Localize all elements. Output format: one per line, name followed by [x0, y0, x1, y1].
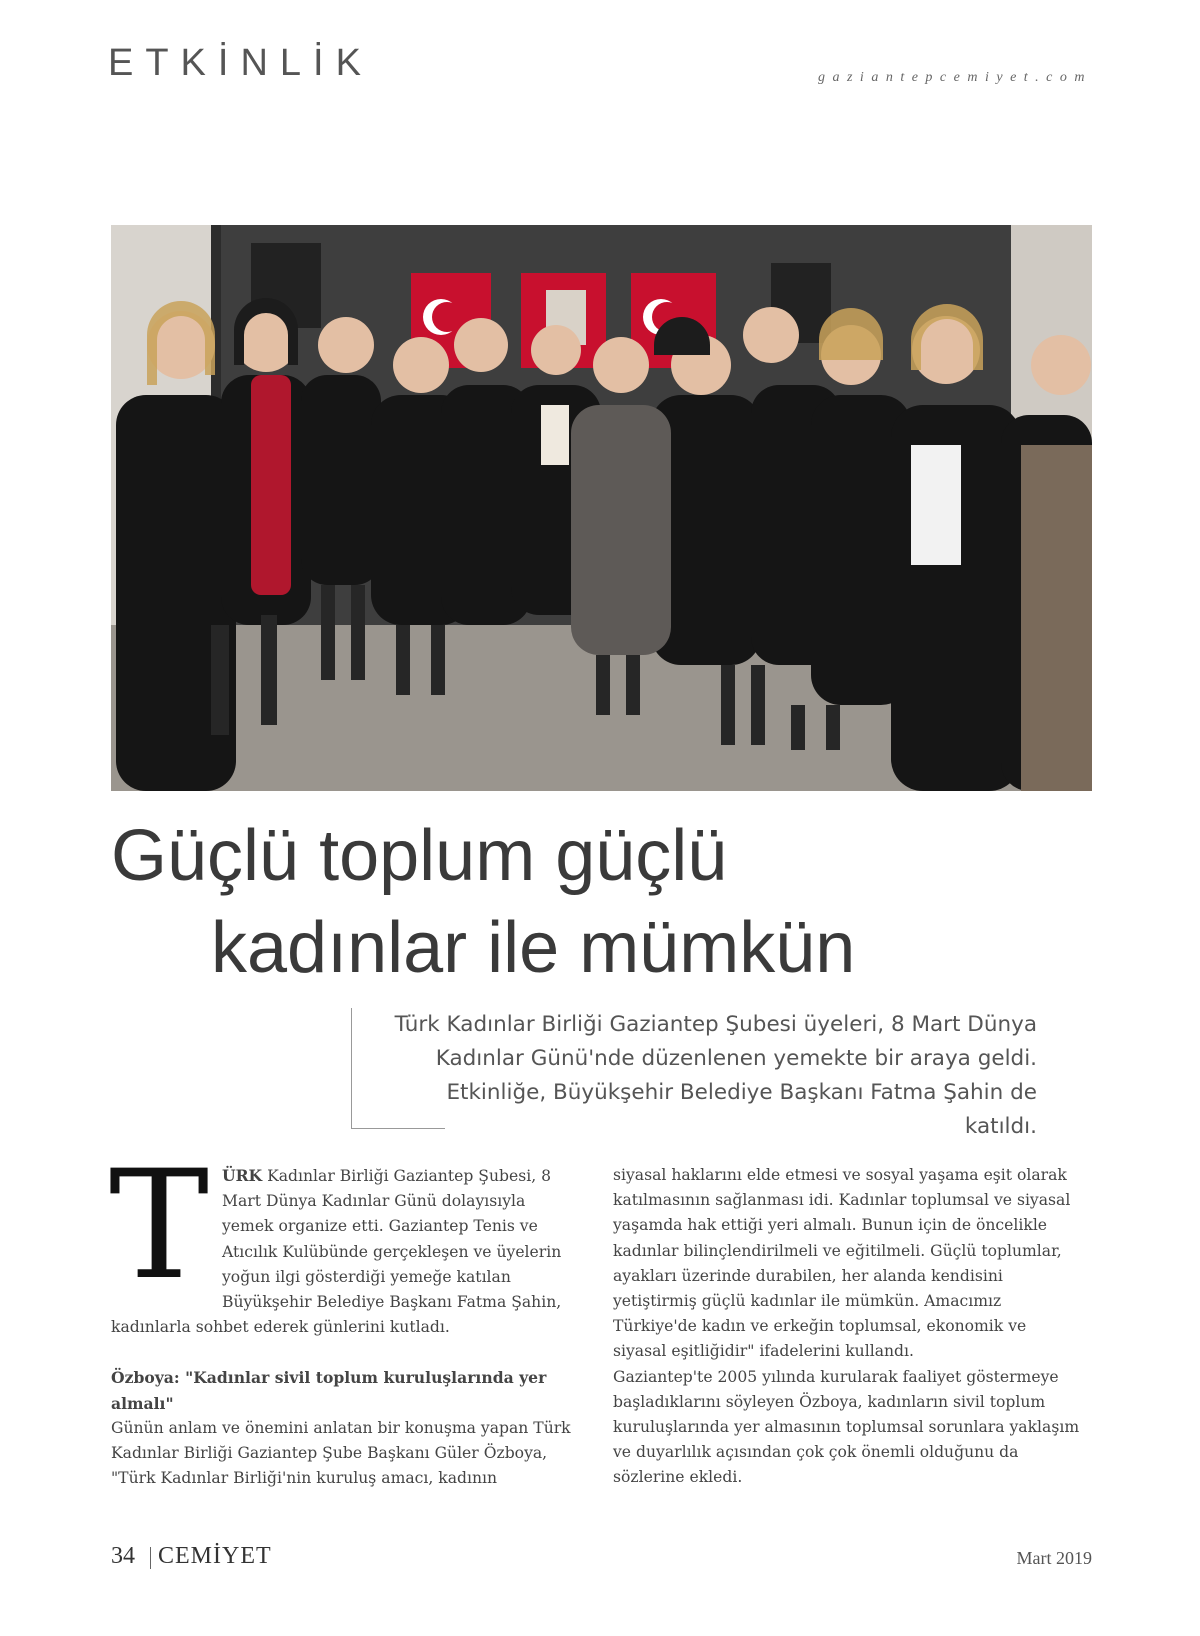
intro-lead-word: ÜRK — [222, 1166, 263, 1185]
paragraph-speech-continued: siyasal haklarını elde etmesi ve sosyal yaşama eşit olarak katılmasının sağlanması idi. Kadınlar toplumsal ve siyasal yaşamda hak ettiği yeri almalı. Bunun için de öncelikle kadınlar bilinçlendirilmeli ve eğitilmeli. Güçlü toplumlar, ayakları üzerinde durabilen, her alanda kendisini yetiştirmiş güçlü kadınlar ile mümkün. Amacımız Türkiye'de kadın ve erkeğin toplumsal, ekonomik ve siyasal eşitliğidir" ifadelerini kullandı. — [613, 1166, 1071, 1361]
intro-text: Kadınlar Birliği Gaziantep Şubesi, 8 Mart Dünya Kadınlar Günü dolayısıyla yemek organize etti. Gaziantep Tenis ve Atıcılık Kulübünde gerçekleşen ve üyelerin yoğun ilgi gösterdiği yemeğe katılan Büyükşehir Belediye Başkanı Fatma Şahin, kadınlarla sohbet ederek günlerini kutladı. — [111, 1167, 562, 1337]
lead-frame — [351, 1008, 1037, 1139]
drop-cap: T — [109, 1139, 210, 1313]
paragraph-speech-start: Günün anlam ve önemini anlatan bir konuşma yapan Türk Kadınlar Birliği Gaziantep Şube Başkanı Güler Özboya, "Türk Kadınlar Birliği'nin kuruluş amacı, kadının — [111, 1418, 571, 1488]
group-photo-illustration — [111, 225, 1092, 791]
magazine-brand: CEMİYET — [158, 1543, 272, 1569]
group-photo — [111, 225, 1092, 791]
paragraph-closing: Gaziantep'te 2005 yılında kurularak faaliyet göstermeye başladıklarını söyleyen Özboya, kadınların sivil toplum kuruluşlarında yer almasının toplumsal sorunlara yaklaşım ve duyarlılık açısından çok çok önemli olduğunu da sözlerine ekledi. — [613, 1367, 1080, 1487]
article-column-right — [613, 1163, 1083, 1491]
article-lead: Türk Kadınlar Birliği Gaziantep Şubesi üyeleri, 8 Mart Dünya Kadınlar Günü'nde düzenlenen yemekte bir araya geldi. Etkinliğe, Büyükşehir Belediye Başkanı Fatma Şahin de katıldı. — [394, 1012, 1037, 1139]
article-title-line2: kadınlar ile mümkün — [211, 908, 856, 988]
paragraph-intro — [109, 1139, 581, 1340]
lead-frame-rule — [351, 1128, 445, 1129]
section-label: ETKİNLİK — [108, 42, 373, 84]
article-column-left — [109, 1139, 581, 1491]
article-subhead: Özboya: "Kadınlar sivil toplum kuruluşlarında yer almalı" — [111, 1368, 547, 1413]
issue-date: Mart 2019 — [1016, 1548, 1092, 1568]
page-number: 34 — [111, 1543, 135, 1569]
article-title-line1: Güçlü toplum güçlü — [111, 816, 728, 896]
article-title — [111, 810, 1091, 994]
footer-divider — [150, 1547, 151, 1569]
site-url[interactable]: gaziantepcemiyet.com — [817, 70, 1092, 85]
